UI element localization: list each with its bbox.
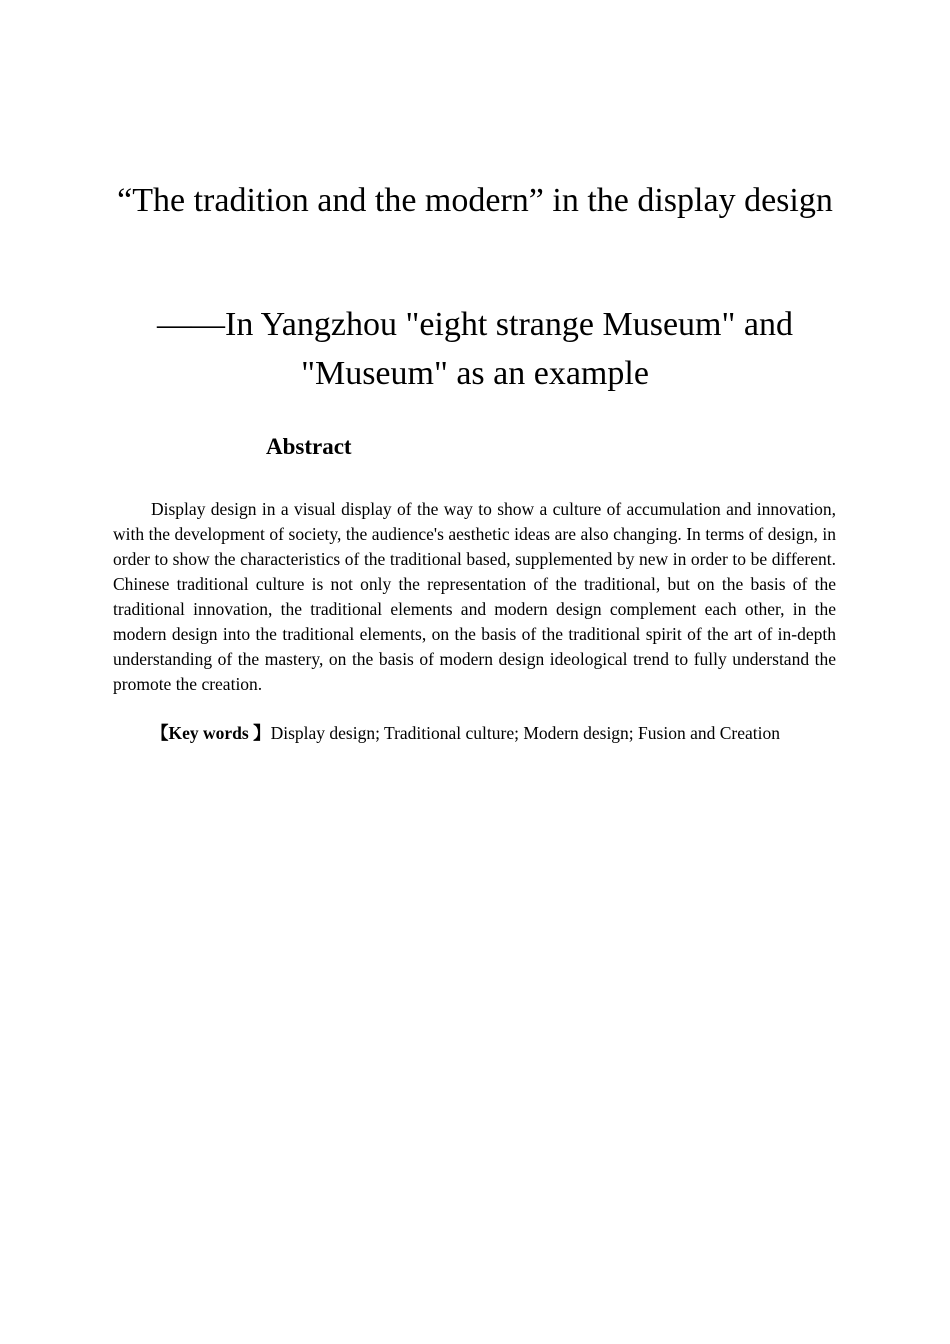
keywords-label: 【Key words 】 bbox=[151, 723, 271, 743]
keywords-line bbox=[113, 721, 853, 746]
abstract-paragraph: Display design in a visual display of the way to show a culture of accumulation and innovation, with the development of society, the audience's aesthetic ideas are also changing. In terms of design, in order to show the characteristics of the traditional based, supplemented by new in order to be different. Chinese traditional culture is not only the representation of the traditional, but on the basis of the traditional innovation, the traditional elements and modern design complement each other, in the modern design into the traditional elements, on the basis of the traditional spirit of the art of in-depth understanding of the mastery, on the basis of modern design ideological trend to fully understand the promote the creation. bbox=[113, 499, 836, 694]
abstract-heading: Abstract bbox=[266, 434, 352, 459]
document-subtitle: ——In Yangzhou "eight strange Museum" and "Museum" as an example bbox=[157, 306, 793, 392]
keywords-text: Display design; Traditional culture; Modern design; Fusion and Creation bbox=[270, 723, 780, 743]
document-title: “The tradition and the modern” in the display design bbox=[117, 182, 833, 219]
